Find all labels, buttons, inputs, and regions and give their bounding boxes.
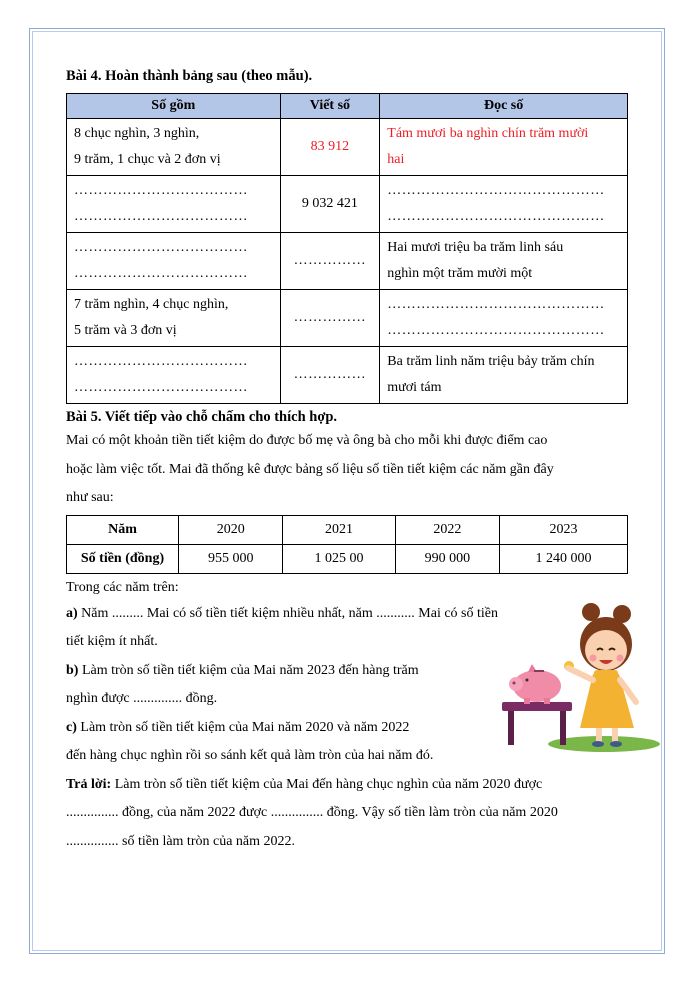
doc-so-blank[interactable]: ……………………………………… ……………………………………… bbox=[380, 290, 628, 347]
answer-line-1: Trả lời: Làm tròn số tiền tiết kiệm của Mai đến hàng chục nghìn của năm 2020 được bbox=[66, 776, 543, 792]
viet-so-blank[interactable]: …………… bbox=[280, 233, 380, 290]
table-leg bbox=[560, 711, 566, 745]
header-so-gom: Số gồm bbox=[67, 94, 281, 119]
savings-table bbox=[66, 515, 628, 574]
doc-so-cell: Tám mươi ba nghìn chín trăm mười hai bbox=[380, 119, 628, 176]
year-cell: 2020 bbox=[179, 515, 283, 544]
viet-so-cell: 9 032 421 bbox=[280, 176, 380, 233]
table-row bbox=[67, 515, 628, 544]
table-row bbox=[67, 176, 628, 233]
amount-cell: 1 240 000 bbox=[500, 544, 628, 573]
bai5-intro-3: như sau: bbox=[66, 490, 114, 505]
bai5-intro-1: Mai có một khoản tiền tiết kiệm do được bố mẹ và ông bà cho mỗi khi được điểm cao bbox=[66, 433, 548, 448]
table-top bbox=[502, 702, 572, 711]
question-a-cont: tiết kiệm ít nhất. bbox=[66, 634, 158, 649]
so-gom-blank[interactable]: ……………………………… ……………………………… bbox=[67, 176, 281, 233]
doc-so-cell: Ba trăm linh năm triệu bảy trăm chín mươi tám bbox=[380, 347, 628, 404]
table-row bbox=[67, 119, 628, 176]
amount-cell: 955 000 bbox=[179, 544, 283, 573]
doc-so-blank[interactable]: ……………………………………… ……………………………………… bbox=[380, 176, 628, 233]
label-money: Số tiền (đồng) bbox=[67, 544, 179, 573]
so-gom-blank[interactable]: ……………………………… ……………………………… bbox=[67, 347, 281, 404]
table-row bbox=[67, 544, 628, 573]
question-b-cont[interactable]: nghìn được .............. đồng. bbox=[66, 691, 218, 706]
table-row bbox=[67, 347, 628, 404]
question-c-cont: đến hàng chục nghìn rồi so sánh kết quả làm tròn của hai năm đó. bbox=[66, 748, 434, 763]
piggy-bank-icon bbox=[509, 664, 561, 704]
bai4-title: Bài 4. Hoàn thành bảng sau (theo mẫu). bbox=[66, 68, 313, 84]
table-row bbox=[67, 290, 628, 347]
viet-so-cell: 83 912 bbox=[280, 119, 380, 176]
doc-so-cell: Hai mươi triệu ba trăm linh sáu nghìn một trăm mười một bbox=[380, 233, 628, 290]
girl-figure bbox=[568, 603, 636, 747]
answer-line-2[interactable]: ............... đồng, của năm 2022 được ............... đồng. Vậy số tiền làm tròn của năm 2020 bbox=[66, 805, 558, 820]
answer-line-3[interactable]: ............... số tiền làm tròn của năm 2022. bbox=[66, 833, 296, 849]
question-b[interactable]: b) Làm tròn số tiền tiết kiệm của Mai năm 2023 đến hàng trăm bbox=[66, 662, 419, 678]
header-doc-so: Đọc số bbox=[380, 94, 628, 119]
bai4-header-row bbox=[67, 94, 628, 119]
bai4-table bbox=[66, 93, 628, 404]
header-viet-so: Viết số bbox=[280, 94, 380, 119]
question-a[interactable]: a) Năm ......... Mai có số tiền tiết kiệm nhiều nhất, năm ........... Mai có số tiền bbox=[66, 605, 498, 621]
amount-cell: 990 000 bbox=[395, 544, 499, 573]
bai5-intro-2: hoặc làm việc tốt. Mai đã thống kê được bảng số liệu số tiền tiết kiệm các năm gần đây bbox=[66, 461, 554, 477]
year-cell: 2022 bbox=[395, 515, 499, 544]
girl-piggy-bank-illustration bbox=[494, 598, 660, 756]
so-gom-blank[interactable]: ……………………………… ……………………………… bbox=[67, 233, 281, 290]
bai5-lead: Trong các năm trên: bbox=[66, 579, 179, 595]
label-year: Năm bbox=[67, 515, 179, 544]
year-cell: 2023 bbox=[500, 515, 628, 544]
bai5-title: Bài 5. Viết tiếp vào chỗ chấm cho thích hợp. bbox=[66, 409, 338, 425]
viet-so-blank[interactable]: …………… bbox=[280, 290, 380, 347]
table-row bbox=[67, 233, 628, 290]
so-gom-cell: 7 trăm nghìn, 4 chục nghìn, 5 trăm và 3 đơn vị bbox=[67, 290, 281, 347]
amount-cell: 1 025 00 bbox=[283, 544, 395, 573]
question-c: c) Làm tròn số tiền tiết kiệm của Mai năm 2020 và năm 2022 bbox=[66, 719, 410, 735]
viet-so-blank[interactable]: …………… bbox=[280, 347, 380, 404]
so-gom-cell: 8 chục nghìn, 3 nghìn, 9 trăm, 1 chục và 2 đơn vị bbox=[67, 119, 281, 176]
table-leg bbox=[508, 711, 514, 745]
year-cell: 2021 bbox=[283, 515, 395, 544]
